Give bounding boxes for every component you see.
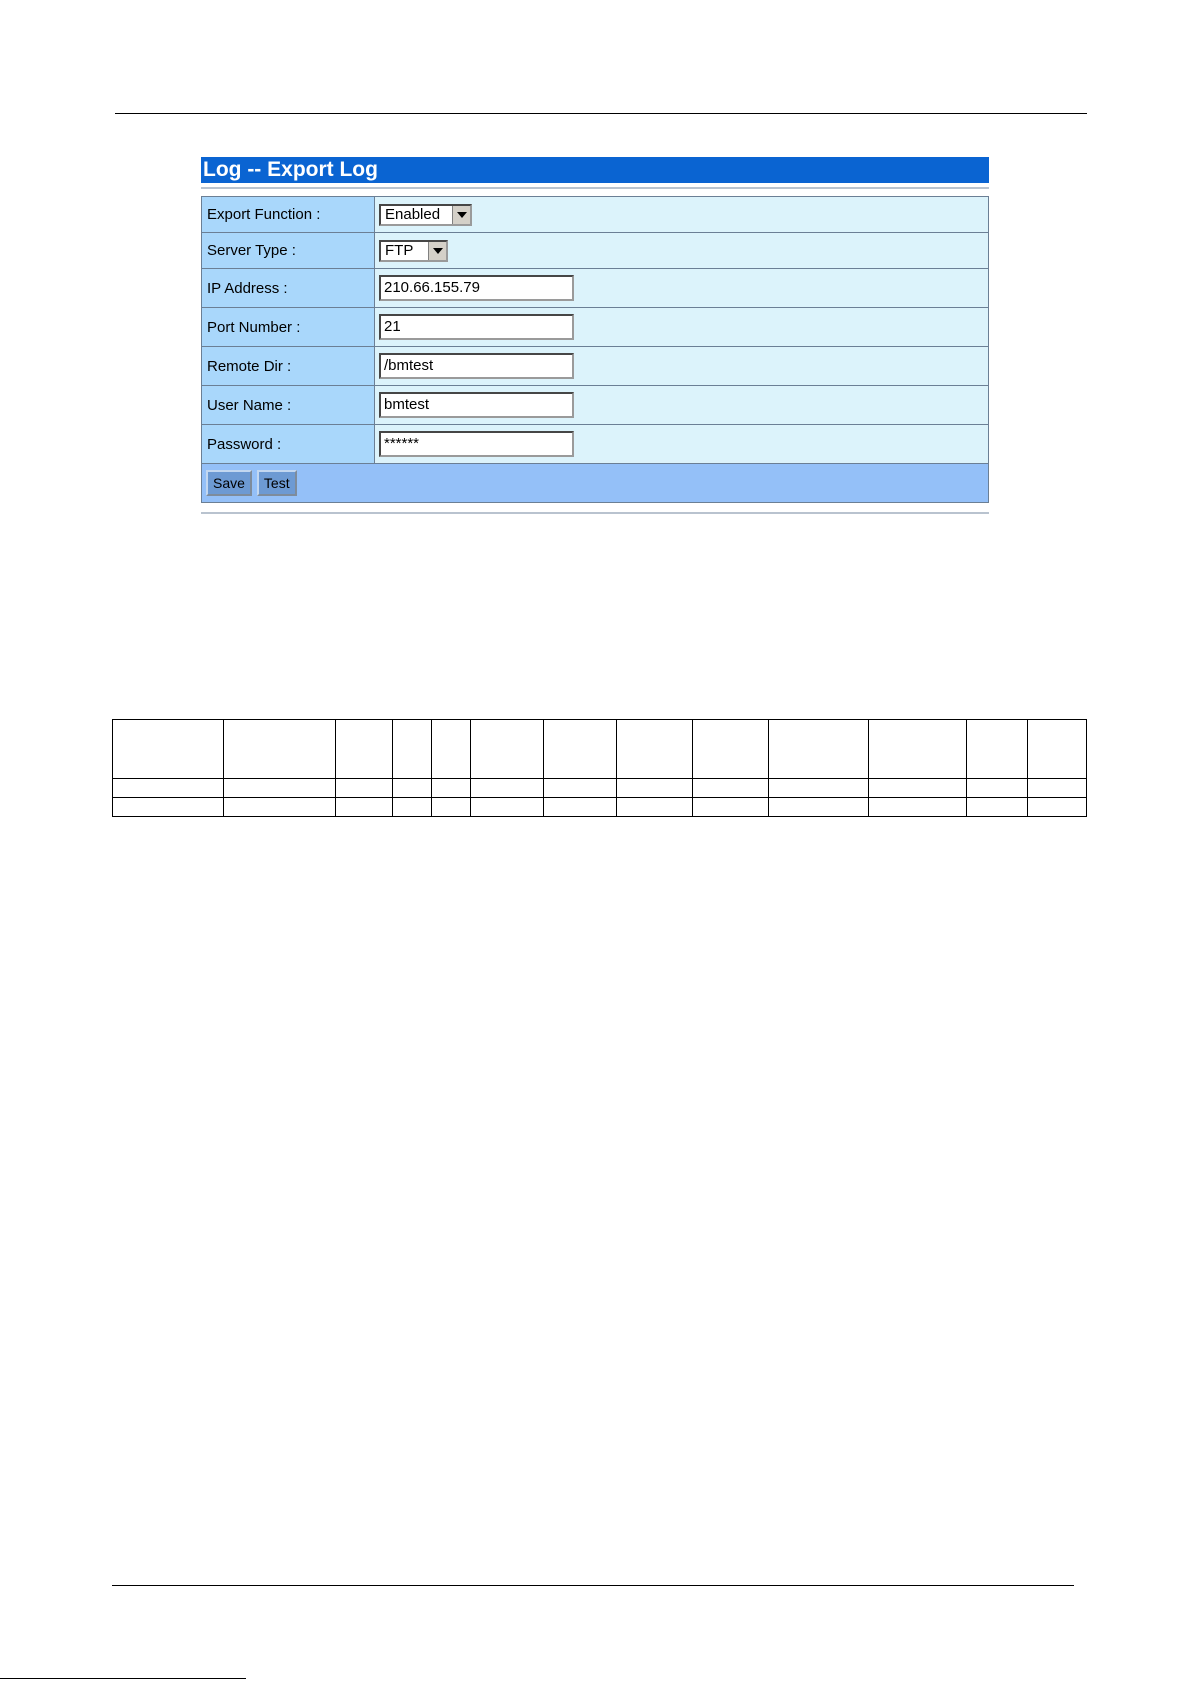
- table-cell: [1028, 779, 1087, 798]
- password-row: [202, 425, 988, 464]
- table-cell: [967, 720, 1028, 779]
- user-name-row: [202, 386, 988, 425]
- footer-rule: [112, 1585, 1074, 1586]
- table-cell: [113, 779, 224, 798]
- chevron-down-icon[interactable]: [428, 242, 446, 260]
- remote-dir-row: [202, 347, 988, 386]
- save-button[interactable]: Save: [206, 470, 252, 496]
- table-cell: [224, 798, 336, 817]
- table-cell: [113, 720, 224, 779]
- table-cell: [224, 720, 336, 779]
- table-cell: [336, 779, 393, 798]
- server-type-row: [202, 233, 988, 269]
- action-bar: [202, 464, 988, 502]
- table-cell: [393, 798, 432, 817]
- table-cell: [967, 798, 1028, 817]
- table-cell: [769, 779, 869, 798]
- footnote-rule: [0, 1678, 246, 1679]
- table-cell: [617, 798, 693, 817]
- port-number-label: Port Number :: [202, 308, 375, 346]
- table-cell: [432, 779, 471, 798]
- table-row: [113, 798, 1087, 817]
- ip-address-label: IP Address :: [202, 269, 375, 307]
- export-log-panel: [201, 157, 989, 514]
- table-cell: [471, 798, 544, 817]
- server-type-selected: FTP: [385, 242, 414, 259]
- table-cell: [869, 798, 967, 817]
- export-function-label: Export Function :: [202, 197, 375, 232]
- test-button[interactable]: Test: [257, 470, 297, 496]
- table-cell: [869, 779, 967, 798]
- table-cell: [1028, 720, 1087, 779]
- header-rule: [115, 113, 1087, 114]
- table-row: [113, 779, 1087, 798]
- export-function-selected: Enabled: [385, 206, 441, 223]
- server-type-label: Server Type :: [202, 233, 375, 268]
- table-cell: [617, 779, 693, 798]
- empty-grid-table: [112, 719, 1087, 817]
- ip-address-input[interactable]: 210.66.155.79: [379, 275, 574, 301]
- page-title: Log -- Export Log: [201, 157, 989, 183]
- table-cell: [693, 779, 769, 798]
- export-function-select[interactable]: [379, 204, 472, 226]
- table-cell: [967, 779, 1028, 798]
- table-cell: [869, 720, 967, 779]
- remote-dir-label: Remote Dir :: [202, 347, 375, 385]
- table-cell: [393, 720, 432, 779]
- table-cell: [544, 798, 617, 817]
- ip-address-row: [202, 269, 988, 308]
- table-cell: [544, 779, 617, 798]
- remote-dir-input[interactable]: /bmtest: [379, 353, 574, 379]
- table-row: [113, 720, 1087, 779]
- chevron-down-icon[interactable]: [452, 206, 470, 224]
- password-input[interactable]: ******: [379, 431, 574, 457]
- table-cell: [113, 798, 224, 817]
- table-cell: [432, 798, 471, 817]
- table-cell: [693, 720, 769, 779]
- table-cell: [544, 720, 617, 779]
- export-function-row: [202, 197, 988, 233]
- table-cell: [769, 798, 869, 817]
- table-cell: [224, 779, 336, 798]
- server-type-select[interactable]: [379, 240, 448, 262]
- port-number-row: [202, 308, 988, 347]
- user-name-input[interactable]: bmtest: [379, 392, 574, 418]
- table-cell: [769, 720, 869, 779]
- table-cell: [393, 779, 432, 798]
- table-cell: [693, 798, 769, 817]
- table-cell: [336, 720, 393, 779]
- table-cell: [336, 798, 393, 817]
- panel-bottom-divider: [201, 512, 989, 514]
- table-cell: [1028, 798, 1087, 817]
- table-cell: [617, 720, 693, 779]
- export-log-form: [201, 196, 989, 503]
- table-cell: [471, 720, 544, 779]
- title-divider: [201, 187, 989, 189]
- table-cell: [432, 720, 471, 779]
- port-number-input[interactable]: 21: [379, 314, 574, 340]
- user-name-label: User Name :: [202, 386, 375, 424]
- password-label: Password :: [202, 425, 375, 463]
- table-cell: [471, 779, 544, 798]
